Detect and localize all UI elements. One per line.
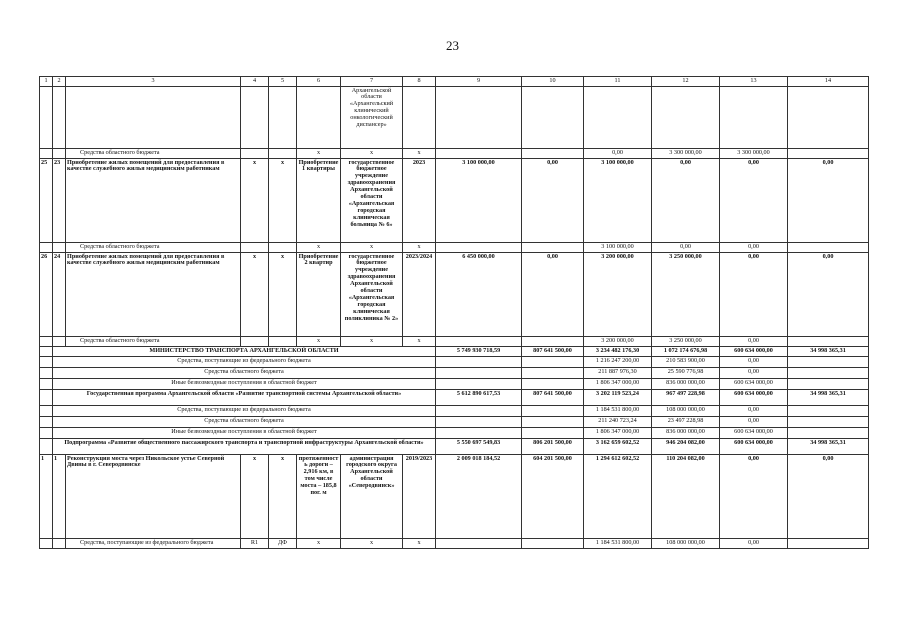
table-cell bbox=[436, 149, 522, 159]
table-cell: R1 bbox=[241, 539, 269, 549]
table-cell: 0,00 bbox=[720, 159, 788, 243]
table-cell bbox=[53, 539, 66, 549]
table-cell: x bbox=[403, 243, 436, 253]
column-header: 2 bbox=[53, 77, 66, 87]
table-cell: 0,00 bbox=[720, 337, 788, 347]
table-cell bbox=[40, 357, 53, 368]
table-header-row bbox=[40, 77, 869, 87]
table-cell: протяженность дороги – 2,916 км, в том числе моста – 185,8 пог. м bbox=[297, 455, 341, 539]
table-cell: 3 200 000,00 bbox=[584, 337, 652, 347]
table-cell: x bbox=[341, 337, 403, 347]
table-cell: x bbox=[269, 455, 297, 539]
table-cell: 0,00 bbox=[652, 159, 720, 243]
table-cell: 2 009 018 184,52 bbox=[436, 455, 522, 539]
table-cell: x bbox=[341, 243, 403, 253]
table-cell: 3 200 000,00 bbox=[584, 253, 652, 337]
table-cell: 24 bbox=[53, 253, 66, 337]
table-cell: администрация городского округа Архангельской области «Северодвинск» bbox=[341, 455, 403, 539]
table-cell bbox=[788, 337, 869, 347]
table-cell: 0,00 bbox=[788, 159, 869, 243]
table-cell: 2023 bbox=[403, 159, 436, 243]
table-cell bbox=[720, 87, 788, 149]
funding-source-label: Средства областного бюджета bbox=[66, 243, 241, 253]
column-header: 6 bbox=[297, 77, 341, 87]
table-row bbox=[40, 406, 869, 417]
table-row bbox=[40, 159, 869, 243]
budget-table bbox=[39, 76, 869, 549]
table-cell: 34 998 365,31 bbox=[788, 390, 869, 406]
table-cell: 5 749 930 718,59 bbox=[436, 347, 522, 357]
table-row bbox=[40, 253, 869, 337]
table-cell: 836 000 000,00 bbox=[652, 428, 720, 439]
table-cell: 0,00 bbox=[720, 539, 788, 549]
table-cell: 6 450 000,00 bbox=[436, 253, 522, 337]
column-header: 4 bbox=[241, 77, 269, 87]
table-cell: 946 204 082,00 bbox=[652, 439, 720, 455]
table-cell: 0,00 bbox=[720, 243, 788, 253]
table-cell bbox=[436, 379, 522, 390]
column-header: 3 bbox=[66, 77, 241, 87]
section-title: Подпрограмма «Развитие общественного пассажирского транспорта и транспортной инфраструктуры Архангельской области» bbox=[53, 439, 436, 455]
table-row bbox=[40, 87, 869, 149]
table-cell: 600 634 000,00 bbox=[720, 439, 788, 455]
table-cell: Приобретение 1 квартиры bbox=[297, 159, 341, 243]
table-cell: 25 590 776,98 bbox=[652, 368, 720, 379]
table-row bbox=[40, 347, 869, 357]
table-cell bbox=[40, 390, 53, 406]
table-cell: 5 612 890 617,53 bbox=[436, 390, 522, 406]
table-cell: x bbox=[297, 149, 341, 159]
table-cell: 110 204 082,00 bbox=[652, 455, 720, 539]
table-row bbox=[40, 417, 869, 428]
table-row bbox=[40, 455, 869, 539]
table-cell: x bbox=[341, 539, 403, 549]
table-cell bbox=[788, 243, 869, 253]
column-header: 14 bbox=[788, 77, 869, 87]
table-cell bbox=[53, 87, 66, 149]
table-cell bbox=[53, 243, 66, 253]
table-cell: 836 000 000,00 bbox=[652, 379, 720, 390]
table-cell: 3 100 000,00 bbox=[584, 159, 652, 243]
table-cell: 0,00 bbox=[788, 455, 869, 539]
section-title: Государственная программа Архангельской области «Развитие транспортной системы Архангельской области» bbox=[53, 390, 436, 406]
table-row bbox=[40, 337, 869, 347]
table-cell: 3 202 119 523,24 bbox=[584, 390, 652, 406]
funding-source-label: Средства, поступающие из федерального бюджета bbox=[66, 539, 241, 549]
table-cell: 3 250 000,00 bbox=[652, 337, 720, 347]
table-cell bbox=[522, 406, 584, 417]
table-cell bbox=[40, 347, 53, 357]
table-cell: 1 184 531 800,00 bbox=[584, 406, 652, 417]
table-cell: 0,00 bbox=[720, 417, 788, 428]
table-cell: 3 162 659 602,52 bbox=[584, 439, 652, 455]
section-title: МИНИСТЕРСТВО ТРАНСПОРТА АРХАНГЕЛЬСКОЙ ОБЛАСТИ bbox=[53, 347, 436, 357]
funding-source-label: Средства областного бюджета bbox=[66, 149, 241, 159]
table-cell bbox=[522, 428, 584, 439]
table-cell bbox=[241, 337, 269, 347]
table-cell bbox=[269, 149, 297, 159]
table-cell: 0,00 bbox=[522, 159, 584, 243]
table-row bbox=[40, 439, 869, 455]
table-cell: 3 234 482 176,30 bbox=[584, 347, 652, 357]
table-cell bbox=[40, 368, 53, 379]
table-cell: 0,00 bbox=[652, 243, 720, 253]
table-cell bbox=[40, 149, 53, 159]
table-cell: 3 300 000,00 bbox=[652, 149, 720, 159]
table-cell: x bbox=[403, 337, 436, 347]
table-cell: x bbox=[403, 539, 436, 549]
column-header: 13 bbox=[720, 77, 788, 87]
table-cell bbox=[269, 337, 297, 347]
table-cell: 806 201 500,00 bbox=[522, 439, 584, 455]
table-cell bbox=[241, 149, 269, 159]
table-cell bbox=[522, 87, 584, 149]
table-cell: 1 806 347 000,00 bbox=[584, 379, 652, 390]
table-cell: x bbox=[269, 159, 297, 243]
table-cell: 1 184 531 800,00 bbox=[584, 539, 652, 549]
table-cell bbox=[522, 149, 584, 159]
table-cell: 3 250 000,00 bbox=[652, 253, 720, 337]
table-row bbox=[40, 428, 869, 439]
table-cell: 1 216 247 200,00 bbox=[584, 357, 652, 368]
table-cell bbox=[522, 243, 584, 253]
column-header: 7 bbox=[341, 77, 403, 87]
funding-source-label: Средства, поступающие из федерального бюджета bbox=[53, 406, 436, 417]
table-cell bbox=[40, 337, 53, 347]
table-row bbox=[40, 243, 869, 253]
funding-source-label: Средства областного бюджета bbox=[53, 417, 436, 428]
table-cell bbox=[788, 87, 869, 149]
table-cell bbox=[53, 337, 66, 347]
table-cell bbox=[53, 149, 66, 159]
table-cell: 600 634 000,00 bbox=[720, 379, 788, 390]
column-header: 8 bbox=[403, 77, 436, 87]
table-cell bbox=[436, 337, 522, 347]
table-cell: 1 806 347 000,00 bbox=[584, 428, 652, 439]
table-cell bbox=[522, 539, 584, 549]
table-cell bbox=[436, 406, 522, 417]
table-cell: x bbox=[241, 455, 269, 539]
table-cell: 600 634 000,00 bbox=[720, 347, 788, 357]
table-cell bbox=[40, 87, 53, 149]
table-cell: 600 634 000,00 bbox=[720, 428, 788, 439]
table-cell bbox=[40, 428, 53, 439]
table-cell: x bbox=[269, 253, 297, 337]
table-cell: ДФ bbox=[269, 539, 297, 549]
item-description: Приобретение жилых помещений для предоставления в качестве служебного жилья медицинским работникам bbox=[66, 253, 241, 337]
table-cell: 0,00 bbox=[720, 455, 788, 539]
item-description: Приобретение жилых помещений для предоставления в качестве служебного жилья медицинским работникам bbox=[66, 159, 241, 243]
table-cell: 108 000 000,00 bbox=[652, 539, 720, 549]
funding-source-label: Иные безвозмездные поступления в областной бюджет bbox=[53, 428, 436, 439]
table-cell bbox=[40, 379, 53, 390]
table-row bbox=[40, 390, 869, 406]
table-row bbox=[40, 357, 869, 368]
table-cell: 2019/2023 bbox=[403, 455, 436, 539]
table-cell bbox=[436, 428, 522, 439]
table-cell bbox=[269, 243, 297, 253]
table-cell: Архангельской области «Архангельский клинический онкологический диспансер» bbox=[341, 87, 403, 149]
table-cell: 0,00 bbox=[522, 253, 584, 337]
table-cell: x bbox=[403, 149, 436, 159]
table-cell: 211 887 976,30 bbox=[584, 368, 652, 379]
table-cell bbox=[436, 539, 522, 549]
table-cell: 0,00 bbox=[720, 253, 788, 337]
table-cell bbox=[297, 87, 341, 149]
funding-source-label: Иные безвозмездные поступления в областной бюджет bbox=[53, 379, 436, 390]
table-cell: 807 641 500,00 bbox=[522, 390, 584, 406]
table-cell bbox=[788, 417, 869, 428]
table-cell: 3 300 000,00 bbox=[720, 149, 788, 159]
column-header: 11 bbox=[584, 77, 652, 87]
table-cell: x bbox=[297, 243, 341, 253]
table-cell: 210 583 900,00 bbox=[652, 357, 720, 368]
table-cell: 600 634 000,00 bbox=[720, 390, 788, 406]
table-cell: 23 497 228,98 bbox=[652, 417, 720, 428]
funding-source-label: Средства, поступающие из федерального бюджета bbox=[53, 357, 436, 368]
table-cell: 1 072 174 676,98 bbox=[652, 347, 720, 357]
table-cell: 1 bbox=[53, 455, 66, 539]
column-header: 12 bbox=[652, 77, 720, 87]
table-row bbox=[40, 379, 869, 390]
page-number: 23 bbox=[446, 38, 459, 53]
table-cell bbox=[241, 243, 269, 253]
table-cell bbox=[788, 406, 869, 417]
table-cell: 25 bbox=[40, 159, 53, 243]
table-row bbox=[40, 368, 869, 379]
table-cell: 0,00 bbox=[720, 368, 788, 379]
table-cell bbox=[584, 87, 652, 149]
table-cell: 2023/2024 bbox=[403, 253, 436, 337]
column-header: 1 bbox=[40, 77, 53, 87]
table-cell: 108 000 000,00 bbox=[652, 406, 720, 417]
table-cell bbox=[40, 406, 53, 417]
table-cell: x bbox=[297, 539, 341, 549]
table-cell: 0,00 bbox=[720, 406, 788, 417]
table-cell: 0,00 bbox=[720, 357, 788, 368]
table-cell bbox=[788, 368, 869, 379]
table-cell: 807 641 500,00 bbox=[522, 347, 584, 357]
table-cell: 34 998 365,31 bbox=[788, 347, 869, 357]
table-cell bbox=[436, 87, 522, 149]
table-cell bbox=[40, 539, 53, 549]
table-cell bbox=[652, 87, 720, 149]
table-cell bbox=[788, 357, 869, 368]
table-cell bbox=[522, 368, 584, 379]
table-cell: 5 550 697 549,83 bbox=[436, 439, 522, 455]
item-description: Реконструкция моста через Никольское устье Северной Двины в г. Северодвинске bbox=[66, 455, 241, 539]
table-cell: 211 240 723,24 bbox=[584, 417, 652, 428]
table-cell bbox=[40, 417, 53, 428]
table-cell: 3 100 000,00 bbox=[584, 243, 652, 253]
table-cell: x bbox=[241, 253, 269, 337]
funding-source-label: Средства областного бюджета bbox=[53, 368, 436, 379]
funding-source-label: Средства областного бюджета bbox=[66, 337, 241, 347]
table-cell: 1 bbox=[40, 455, 53, 539]
table-cell bbox=[40, 439, 53, 455]
table-cell: Приобретение 2 квартир bbox=[297, 253, 341, 337]
table-cell bbox=[788, 149, 869, 159]
table-cell bbox=[522, 357, 584, 368]
table-cell bbox=[788, 428, 869, 439]
table-cell bbox=[788, 539, 869, 549]
table-cell: 26 bbox=[40, 253, 53, 337]
table-cell: 1 294 612 602,52 bbox=[584, 455, 652, 539]
table-cell bbox=[403, 87, 436, 149]
table-cell: 3 100 000,00 bbox=[436, 159, 522, 243]
table-cell bbox=[522, 337, 584, 347]
table-cell bbox=[40, 243, 53, 253]
table-cell: 34 998 365,31 bbox=[788, 439, 869, 455]
column-header: 5 bbox=[269, 77, 297, 87]
table-cell bbox=[66, 87, 241, 149]
table-cell bbox=[436, 417, 522, 428]
table-cell: 0,00 bbox=[788, 253, 869, 337]
table-cell: x bbox=[297, 337, 341, 347]
table-cell bbox=[241, 87, 269, 149]
column-header: 10 bbox=[522, 77, 584, 87]
table-cell: 0,00 bbox=[584, 149, 652, 159]
table-cell bbox=[788, 379, 869, 390]
table-cell: 604 201 500,00 bbox=[522, 455, 584, 539]
table-cell: государственное бюджетное учреждение здравоохранения Архангельской области «Архангельская городская клиническая поликлиника № 2» bbox=[341, 253, 403, 337]
table-cell bbox=[522, 379, 584, 390]
table-cell bbox=[436, 357, 522, 368]
table-cell: 23 bbox=[53, 159, 66, 243]
table-cell bbox=[436, 243, 522, 253]
table-row bbox=[40, 539, 869, 549]
table-cell: государственное бюджетное учреждение здравоохранения Архангельской области «Архангельская городская клиническая больница № 6» bbox=[341, 159, 403, 243]
table-cell: 967 497 228,98 bbox=[652, 390, 720, 406]
table-cell: x bbox=[341, 149, 403, 159]
table-cell bbox=[522, 417, 584, 428]
table-row bbox=[40, 149, 869, 159]
table-cell: x bbox=[241, 159, 269, 243]
column-header: 9 bbox=[436, 77, 522, 87]
table-cell bbox=[269, 87, 297, 149]
table-cell bbox=[436, 368, 522, 379]
